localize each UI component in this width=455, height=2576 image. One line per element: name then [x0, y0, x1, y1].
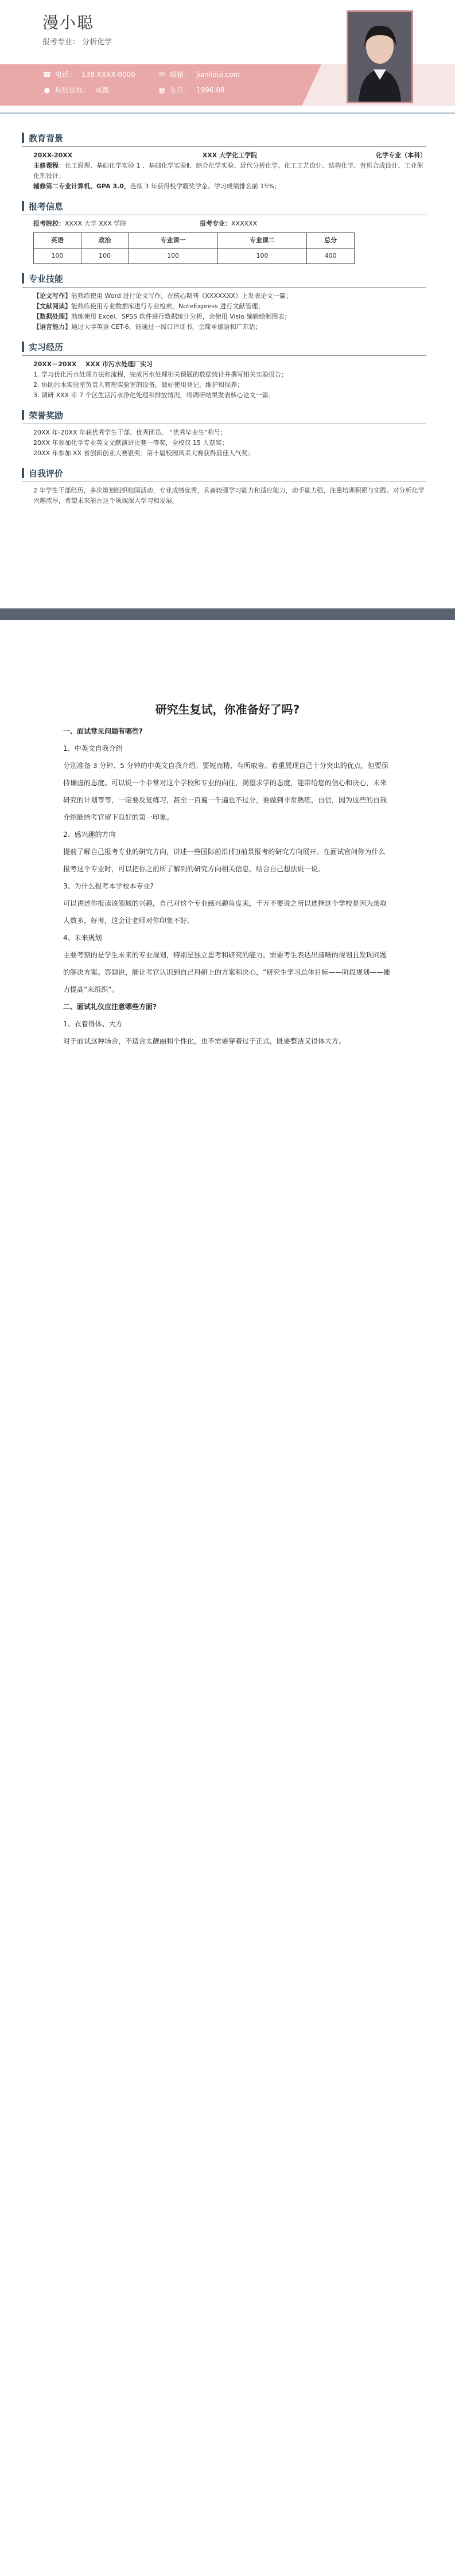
award-item: 20XX 年参加 XX 省创新创业大赛银奖；第十届校园风采大赛获得最佳人气奖；	[33, 449, 254, 457]
skill-item: 【数据处理】熟练使用 Excel、SPSS 软件进行数据统计分析，会使用 Visio 编辑绘制图表；	[33, 313, 291, 320]
edu-gpa: 辅修第二专业计算机、GPA 3.0，连续 3 年获得校学霸奖学金。学习成绩排名前 15%；	[33, 183, 281, 190]
birth-value: 1996.08	[196, 86, 225, 94]
education-row	[33, 150, 426, 161]
score-header: 总分	[307, 233, 355, 249]
edu-school: XXX 大学化工学院	[202, 152, 258, 159]
guide-para: 主要考察的是学生未来的专业规划，特别是独立思考和研究的能力。需要考生表达出清晰的规划且发现问题的解决方案。答题说，能让考官认识到自己科研上的方案和决心，“研究生学习总体目标——阶段规划——能力提高”来组织”。	[63, 951, 391, 994]
location-value: 成都	[95, 86, 110, 94]
guide-title: 研究生复试，你准备好了吗?	[155, 703, 300, 716]
score-header: 政治	[81, 233, 129, 249]
header-divider	[0, 112, 455, 114]
email-label: 邮箱：	[170, 71, 191, 79]
location-icon: ●	[44, 86, 50, 94]
resume-page	[0, 0, 455, 506]
guide-para: 提前了解自己报考专业的研究方向，讲述一些国际前沿(们)前景报考的研究方向展开。在面试官问你为什么报考这个专业时，可以把你之前所了解到的研究方向相关信息，结合自己想法说一说。	[63, 848, 386, 873]
guide-para: 分别准备 3 分钟、5 分钟的中英文自我介绍。要短而精、有所取舍。着重展现自己十分突出的优点，但要保持谦虚的态度。可以说一个非常对这个学校和专业的向往，渴望求学的态度，能带给您的信心和决心，未来研究的计划等等，一定要反复练习，甚至一百遍一千遍也不过分，要做到非常熟练，自信，因为这些的自我介绍能给考官留下良好的第一印象。	[63, 762, 388, 821]
location-label: 现居住地：	[55, 86, 90, 94]
score-cell: 100	[129, 249, 217, 264]
score-cell: 100	[217, 249, 306, 264]
self-eval-section	[22, 467, 426, 506]
awards-section	[22, 409, 426, 459]
phone-icon: ☎	[42, 70, 52, 79]
internship-section	[22, 340, 426, 401]
skills-title: 专业技能	[29, 273, 64, 284]
email-icon: ✉	[158, 70, 165, 79]
exam-section	[22, 200, 426, 264]
guide-page	[0, 637, 455, 1050]
internship-title: 实习经历	[29, 342, 64, 352]
resume-header	[0, 0, 455, 123]
phone-value: 138-XXXX-0000	[81, 70, 135, 79]
exam-target: 报考院校：XXXX 大学 XXX 学院 报考专业：XXXXXX	[33, 220, 258, 227]
guide-para: 4、未来规划	[63, 934, 102, 942]
birth-label: 生日：	[170, 86, 191, 94]
skills-section	[22, 272, 426, 332]
score-header: 英语	[34, 233, 81, 249]
internship-item: 1. 学习优化污水处理方法和流程，完成污水处理相关课题的数据统计并撰写相关实验报告；	[33, 371, 287, 378]
edu-major: 化学专业（本科）	[375, 152, 426, 159]
internship-header: 20XX－20XX XXX 市污水处理厂实习	[33, 360, 153, 368]
email-value: jianlidui.com	[196, 70, 240, 79]
score-header: 专业课一	[129, 233, 217, 249]
phone-item	[42, 69, 157, 79]
guide-para: 2、感兴趣的方向	[63, 831, 116, 839]
calendar-icon: ▦	[158, 86, 165, 94]
education-title: 教育背景	[29, 133, 64, 143]
score-header: 专业课二	[217, 233, 306, 249]
skill-item: 【语言能力】通过大学英语 CET-6，能通过一级口译证书，会简单德语和广东话；	[33, 323, 262, 331]
score-cell: 100	[34, 249, 81, 264]
internship-item: 3. 调研 XXX 市 7 个区生活污水净化处理和排放情况，将调研结果发表核心论文一篇；	[33, 391, 275, 399]
score-table	[33, 232, 355, 264]
phone-label: 电话：	[55, 71, 76, 79]
contact-info	[42, 69, 318, 95]
guide-para: 3、为什么报考本学校本专业?	[63, 882, 154, 890]
awards-title: 荣誉奖励	[29, 410, 64, 421]
profile-photo	[347, 10, 413, 103]
email-item	[157, 69, 306, 79]
guide-para: 1、中英文自我介绍	[63, 744, 123, 752]
guide-section-head: 二、面试礼仪应注意哪些方面?	[63, 1003, 157, 1011]
score-cell: 400	[307, 249, 355, 264]
self-eval-text: 2 年学生干部经历，多次策划组织校园活动，专业成绩优秀，具备较强学习能力和适应能力，动手能力强，注重培训积累与实践。对分析化学兴趣浓厚，希望未来能在这个领域深入学习和发展。	[33, 487, 425, 505]
guide-para: 1、衣着得体、大方	[63, 1020, 123, 1028]
exam-title: 报考信息	[29, 201, 64, 212]
edu-period: 20XX-20XX	[33, 152, 73, 159]
edu-courses: 主修课程：化工原理、基础化学实验 1 、基础化学实验Ⅱ、综合化学实验、近代分析化学、化工工艺设计、结构化学、有机合成设计、工业催化剂设计；	[33, 162, 423, 180]
guide-para: 可以讲述你报读该领域的兴趣，自己对这个专业感兴趣角度来，千万不要说之所以选择这个学校是因为录取人数多，好考，这会让老师对你印象不好。	[63, 899, 387, 925]
internship-item: 2. 协助污水实验室负责人管理实验室的设备，做好使用登记，维护和保养；	[33, 381, 243, 389]
guide-para: 对于面试这种场合，不适合太靓丽和个性化，也不需要穿着过于正式，既要整洁又得体大方。	[63, 1037, 346, 1045]
birth-item	[157, 85, 306, 95]
location-item	[42, 85, 157, 95]
guide-section-head: 一、面试常见问题有哪些?	[63, 727, 143, 735]
self-eval-title: 自我评价	[29, 468, 64, 479]
score-cell: 100	[81, 249, 129, 264]
page-divider-bar	[0, 608, 455, 620]
candidate-name: 漫小聪	[42, 13, 95, 32]
education-section	[22, 131, 426, 192]
award-item: 20XX 年-20XX 年获优秀学生干部、优秀团员、 “优秀毕业生”称号；	[33, 429, 227, 436]
job-intent: 报考专业： 分析化学	[42, 38, 112, 46]
skill-item: 【文献阅读】能熟练使用专业数据库进行专业检索，NoteExpress 进行文献管理；	[33, 302, 265, 310]
award-item: 20XX 年参加化学专业英文文献演讲比赛一等奖，全校仅 15 人获奖；	[33, 439, 228, 447]
skill-item: 【论文写作】能熟练使用 Word 进行论文写作，在核心期刊《XXXXXXX》上发表论文一篇；	[33, 292, 293, 300]
